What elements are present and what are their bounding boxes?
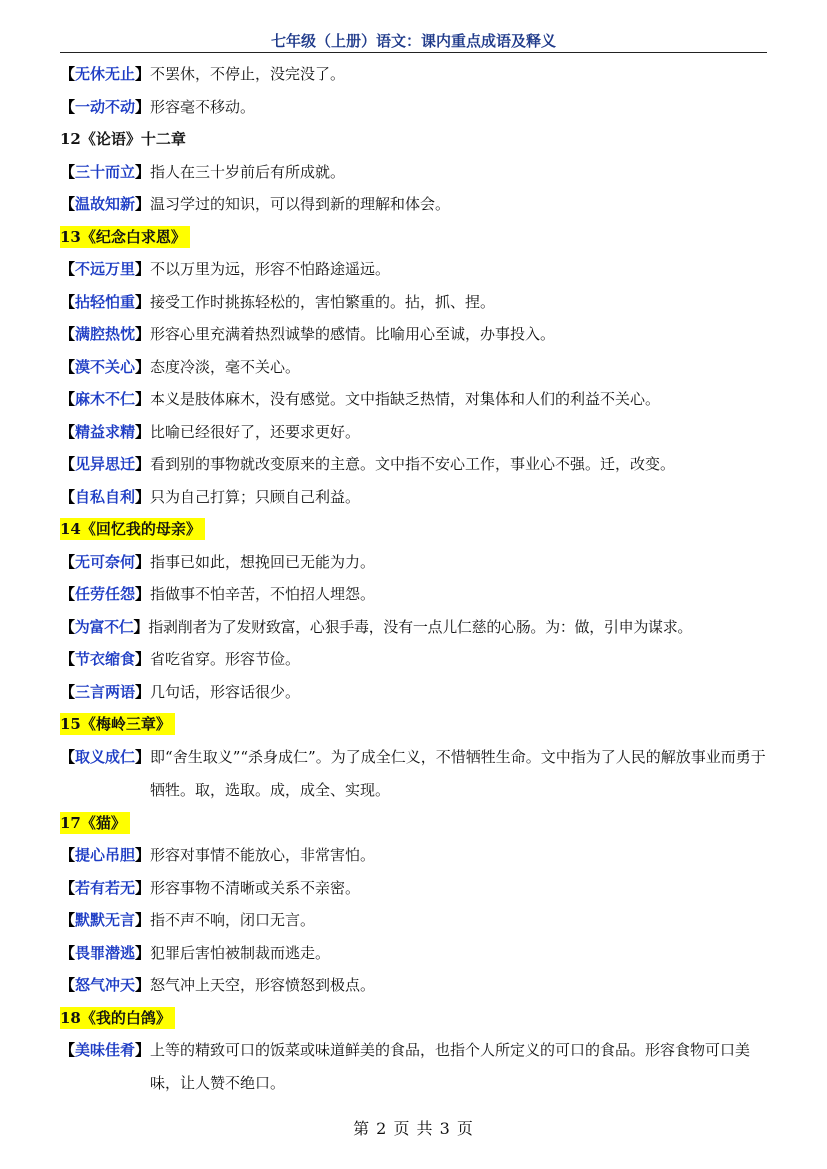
- idiom-definition: 形容心里充满着热烈诚挚的感情。比喻用心至诚，办事投入。: [150, 325, 556, 343]
- section-heading: 13《纪念白求恩》: [60, 221, 771, 254]
- idiom-term: 节衣缩食: [75, 650, 136, 668]
- document-title: 七年级（上册）语文：课内重点成语及释义: [270, 32, 556, 50]
- idiom-definition: 接受工作时挑拣轻松的，害怕繁重的。拈，抓、捏。: [150, 292, 496, 311]
- idiom-entry: 【见异思迁】看到别的事物就改变原来的主意。文中指不安心工作，事业心不强。迁，改变。: [60, 455, 676, 473]
- idiom-entry: 【畏罪潜逃】犯罪后害怕被制裁而逃走。: [60, 943, 331, 962]
- idiom-entry: 【三十而立】指人在三十岁前后有所成就。: [60, 162, 346, 181]
- idiom-entry: 【三言两语】几句话，形容话很少。: [60, 682, 301, 701]
- lesson-title: 《猫》: [81, 812, 130, 834]
- idiom-term: 美味佳肴: [75, 1041, 136, 1059]
- idiom-definition: 即“舍生取义”“杀身成仁”。为了成全仁义，不惜牺牲生命。文中指为了人民的解放事业而勇于牺牲。取，选取。成，成全、实现。: [150, 747, 766, 799]
- idiom-term: 无可奈何: [75, 552, 136, 571]
- page-number: 第 2 页 共 3 页: [353, 1119, 474, 1138]
- idiom-term: 三十而立: [75, 162, 136, 181]
- section-heading: 15《梅岭三章》: [60, 708, 771, 741]
- idiom-definition: 指事已如此，想挽回已无能为力。: [150, 552, 376, 571]
- idiom-entry: 【麻木不仁】本义是肢体麻木，没有感觉。文中指缺乏热情，对集体和人们的利益不关心。: [60, 390, 661, 408]
- idiom-entry: 【任劳任怨】指做事不怕辛苦，不怕招人埋怨。: [60, 585, 376, 603]
- idiom-definition: 看到别的事物就改变原来的主意。文中指不安心工作，事业心不强。迁，改变。: [150, 455, 676, 473]
- section-heading: 18《我的白鸽》: [60, 1002, 771, 1035]
- idiom-term: 漠不关心: [75, 357, 136, 376]
- idiom-term: 怒气冲天: [75, 976, 136, 994]
- idiom-definition: 形容事物不清晰或关系不亲密。: [150, 878, 361, 897]
- idiom-definition: 不罢休，不停止，没完没了。: [150, 65, 346, 83]
- lesson-title: 《我的白鸽》: [81, 1007, 175, 1029]
- idiom-term: 默默无言: [75, 911, 136, 929]
- idiom-definition: 形容毫不移动。: [150, 97, 256, 116]
- idiom-term: 不远万里: [75, 260, 136, 278]
- idiom-term: 三言两语: [75, 682, 136, 701]
- idiom-term: 精益求精: [75, 422, 136, 441]
- section-heading: 14《回忆我的母亲》: [60, 513, 771, 546]
- idiom-definition: 指不声不响，闭口无言。: [150, 911, 316, 929]
- idiom-definition: 指剥削者为了发财致富，心狠手毒，没有一点儿仁慈的心肠。为：做，引申为谋求。: [148, 617, 693, 636]
- idiom-definition: 犯罪后害怕被制裁而逃走。: [150, 943, 331, 962]
- idiom-term: 自私自利: [75, 487, 136, 506]
- idiom-entry: 【怒气冲天】怒气冲上天空，形容愤怒到极点。: [60, 976, 376, 994]
- idiom-entry: 【满腔热忱】形容心里充满着热烈诚挚的感情。比喻用心至诚，办事投入。: [60, 325, 556, 343]
- section-heading: 12《论语》十二章: [60, 123, 771, 156]
- idiom-entry: 【若有若无】形容事物不清晰或关系不亲密。: [60, 878, 361, 897]
- idiom-entry: 【美味佳肴】 上等的精致可口的饭菜或味道鲜美的食品，也指个人所定义的可口的食品。形容食物可口美味，让人赞不绝口。: [60, 1034, 771, 1100]
- idiom-definition: 指做事不怕辛苦，不怕招人埋怨。: [150, 585, 376, 603]
- idiom-definition: 省吃省穿。形容节俭。: [150, 650, 301, 668]
- idiom-entry: 【为富不仁】指剥削者为了发财致富，心狠手毒，没有一点儿仁慈的心肠。为：做，引申为谋求。: [60, 617, 693, 636]
- idiom-entry: 【不远万里】不以万里为远，形容不怕路途遥远。: [60, 260, 391, 278]
- idiom-entry: 【无可奈何】指事已如此，想挽回已无能为力。: [60, 552, 376, 571]
- idiom-term: 为富不仁: [74, 617, 134, 636]
- idiom-term: 畏罪潜逃: [75, 943, 136, 962]
- idiom-definition: 温习学过的知识，可以得到新的理解和体会。: [150, 195, 451, 213]
- idiom-term: 满腔热忱: [75, 325, 136, 343]
- idiom-term: 温故知新: [75, 195, 136, 213]
- idiom-entry: 【漠不关心】态度冷淡，毫不关心。: [60, 357, 301, 376]
- idiom-term: 取义成仁: [75, 747, 136, 766]
- idiom-definition: 只为自己打算；只顾自己利益。: [150, 487, 361, 506]
- idiom-definition: 态度冷淡，毫不关心。: [150, 357, 301, 376]
- idiom-definition: 指人在三十岁前后有所成就。: [150, 162, 346, 181]
- idiom-entry: 【无休无止】不罢休，不停止，没完没了。: [60, 65, 346, 83]
- idiom-term: 提心吊胆: [75, 846, 136, 864]
- section-heading: 17《猫》: [60, 807, 771, 840]
- lesson-title: 《纪念白求恩》: [81, 226, 190, 248]
- idiom-entry: 【节衣缩食】省吃省穿。形容节俭。: [60, 650, 301, 668]
- idiom-term: 见异思迁: [75, 455, 136, 473]
- idiom-entry: 【取义成仁】 即“舍生取义”“杀身成仁”。为了成全仁义，不惜牺牲生命。文中指为了人民的解放事业而勇于牺牲。取，选取。成，成全、实现。: [60, 741, 771, 807]
- page-header: [60, 30, 767, 53]
- idiom-list: [60, 58, 771, 1100]
- idiom-term: 麻木不仁: [75, 390, 136, 408]
- idiom-entry: 【自私自利】只为自己打算；只顾自己利益。: [60, 487, 361, 506]
- idiom-term: 拈轻怕重: [75, 292, 136, 311]
- idiom-definition: 比喻已经很好了，还要求更好。: [150, 422, 361, 441]
- lesson-title: 《论语》十二章: [80, 130, 186, 148]
- idiom-entry: 【温故知新】温习学过的知识，可以得到新的理解和体会。: [60, 195, 451, 213]
- idiom-entry: 【默默无言】指不声不响，闭口无言。: [60, 911, 316, 929]
- idiom-term: 无休无止: [75, 65, 136, 83]
- idiom-entry: 【一动不动】形容毫不移动。: [60, 97, 256, 116]
- idiom-term: 若有若无: [75, 878, 136, 897]
- idiom-definition: 怒气冲上天空，形容愤怒到极点。: [150, 976, 376, 994]
- lesson-title: 《梅岭三章》: [81, 713, 175, 735]
- idiom-definition: 几句话，形容话很少。: [150, 682, 301, 701]
- idiom-entry: 【精益求精】比喻已经很好了，还要求更好。: [60, 422, 361, 441]
- lesson-title: 《回忆我的母亲》: [81, 518, 205, 540]
- idiom-term: 任劳任怨: [75, 585, 136, 603]
- idiom-definition: 形容对事情不能放心，非常害怕。: [150, 846, 376, 864]
- idiom-definition: 本义是肢体麻木，没有感觉。文中指缺乏热情，对集体和人们的利益不关心。: [150, 390, 661, 408]
- idiom-entry: 【拈轻怕重】接受工作时挑拣轻松的，害怕繁重的。拈，抓、捏。: [60, 292, 496, 311]
- idiom-entry: 【提心吊胆】形容对事情不能放心，非常害怕。: [60, 846, 376, 864]
- idiom-definition: 不以万里为远，形容不怕路途遥远。: [150, 260, 391, 278]
- idiom-definition: 上等的精致可口的饭菜或味道鲜美的食品，也指个人所定义的可口的食品。形容食物可口美味，让人赞不绝口。: [150, 1041, 751, 1092]
- idiom-term: 一动不动: [75, 97, 136, 116]
